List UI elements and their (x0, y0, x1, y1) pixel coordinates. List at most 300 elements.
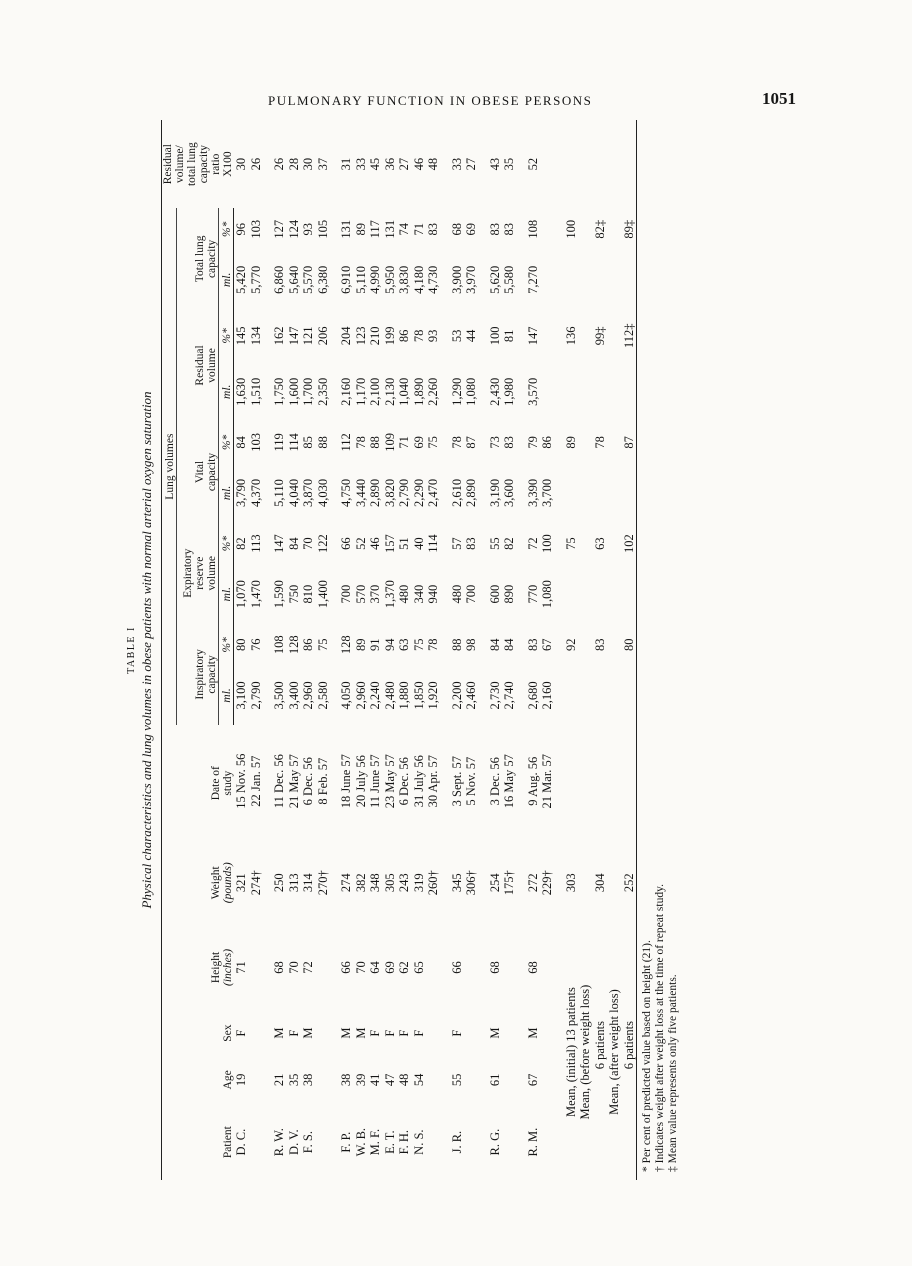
cell-erv-pct: 66 (339, 537, 353, 550)
cell-erv-pct: 83 (464, 537, 478, 550)
rv-pct-header: %* (219, 309, 234, 362)
cell-height: 68 (272, 961, 286, 974)
cell-vc-ml: 5,110 (272, 479, 286, 507)
mean-empty-cell (578, 725, 607, 841)
table-row (272, 120, 287, 1180)
table-row (426, 120, 441, 1180)
cell-weight: 382 (353, 873, 368, 893)
cell-ratio: 28 (286, 157, 301, 171)
col-sex (162, 1011, 235, 1056)
cell-age: 38 (301, 1073, 315, 1087)
group-spacer (330, 120, 339, 1180)
cell-ic-ml: 2,680 (525, 681, 540, 710)
cell-tlc-ml (540, 250, 555, 309)
cell-ic-ml: 2,200 (449, 681, 464, 710)
cell-ic-pct: 67 (540, 638, 554, 652)
table-row (339, 120, 354, 1180)
ic-pct-header: %* (219, 624, 234, 666)
cell-rv-pct: 100 (487, 326, 502, 346)
cell-sex (540, 1011, 555, 1056)
cell-erv-ml: 700 (339, 584, 353, 604)
cell-age (249, 1055, 264, 1104)
cell-weight: 254 (487, 873, 502, 893)
col-patient-label: Patient (222, 1126, 234, 1159)
cell-rv-ml (540, 362, 555, 421)
cell-age: 48 (397, 1073, 411, 1087)
table-row (412, 120, 427, 1180)
cell-erv-ml: 1,400 (315, 580, 330, 609)
cell-ic-ml: 2,730 (487, 681, 502, 710)
cell-tlc-pct: 105 (315, 219, 330, 239)
tlc-pct-header: %* (219, 208, 234, 250)
cell-vc-ml: 3,790 (234, 478, 248, 508)
cell-sex: M (353, 1027, 368, 1039)
cell-ratio: 30 (234, 157, 248, 171)
cell-height: 70 (353, 961, 368, 974)
cell-age (540, 1055, 555, 1104)
cell-erv-pct: 122 (315, 534, 330, 553)
cell-ratio: 31 (339, 157, 353, 171)
cell-height: 64 (368, 961, 382, 974)
cell-date: 21 May 57 (286, 754, 301, 809)
cell-ic-pct: 108 (272, 635, 286, 655)
cell-vc-ml: 2,890 (368, 478, 382, 508)
cell-tlc-pct: 108 (525, 219, 540, 239)
mean-erv-pct: 63 (592, 537, 607, 550)
group-tlc-label: Total lung (194, 235, 207, 283)
cell-age (426, 1055, 441, 1104)
col-ratio-label-5: ratio (210, 153, 222, 175)
cell-patient: D. V. (286, 1129, 301, 1155)
cell-date: 23 May 57 (382, 754, 397, 809)
cell-weight: 314 (301, 873, 315, 893)
cell-date: 16 May 57 (502, 754, 516, 809)
col-ratio-label-3: total lung (186, 142, 198, 187)
cell-ic-pct: 128 (286, 635, 301, 655)
cell-vc-pct: 88 (315, 436, 330, 449)
group-spacer (555, 120, 564, 1180)
cell-tlc-pct: 124 (286, 219, 301, 239)
cell-age: 38 (339, 1073, 353, 1087)
group-vital (176, 421, 218, 522)
cell-tlc-pct (540, 208, 555, 250)
mean-label-line-2: 6 patients (592, 1020, 607, 1070)
cell-ratio: 48 (426, 157, 440, 171)
cell-ic-ml: 2,480 (382, 681, 397, 710)
cell-tlc-ml: 4,990 (368, 265, 382, 294)
cell-tlc-pct: 96 (234, 223, 248, 236)
cell-weight: 175† (502, 870, 516, 896)
cell-date: 30 Apr. 57 (426, 754, 440, 808)
cell-rv-pct: 204 (339, 326, 353, 346)
footnote-2: † Indicates weight after weight loss at the time of repeat study. (654, 884, 666, 1172)
cell-tlc-pct: 83 (487, 223, 502, 236)
cell-patient: R. W. (272, 1128, 286, 1157)
cell-height (426, 924, 441, 1011)
cell-tlc-ml: 3,830 (397, 265, 411, 294)
cell-sex: F (397, 1029, 411, 1037)
cell-height (464, 924, 479, 1011)
cell-age: 39 (353, 1073, 368, 1087)
mean-erv-pct: 102 (621, 534, 636, 553)
erv-ml-header: ml. (219, 565, 234, 624)
cell-rv-pct: 134 (248, 326, 263, 346)
cell-ic-pct: 94 (382, 638, 397, 652)
mean-empty-cell (564, 250, 579, 309)
table-row (287, 120, 302, 1180)
cell-sex: F (411, 1029, 426, 1037)
cell-patient (464, 1104, 479, 1180)
cell-date: 21 Mar. 57 (540, 753, 554, 809)
group-spacer (479, 120, 488, 1180)
cell-erv-pct: 82 (234, 537, 248, 550)
mean-empty-cell (607, 362, 637, 421)
lung-volumes-group (162, 208, 177, 725)
cell-weight: 321 (234, 873, 248, 893)
cell-erv-ml: 700 (464, 584, 478, 604)
cell-vc-ml: 4,030 (315, 478, 330, 508)
cell-erv-pct: 147 (272, 534, 286, 553)
mean-label-line-1: Mean, (initial) 13 patients (563, 987, 578, 1118)
cell-erv-pct: 57 (449, 537, 464, 550)
cell-erv-ml: 770 (525, 584, 540, 604)
cell-erv-ml: 1,370 (382, 580, 397, 609)
group-tlc-label-2: capacity (206, 239, 219, 279)
cell-tlc-pct: 69 (464, 223, 478, 236)
cell-rv-pct: 147 (286, 326, 301, 346)
cell-erv-pct: 114 (426, 534, 440, 553)
cell-ic-pct: 84 (502, 638, 516, 652)
cell-ic-ml: 4,050 (339, 681, 353, 710)
cell-weight: 305 (382, 873, 397, 893)
mean-label (578, 924, 607, 1180)
cell-tlc-ml: 3,900 (449, 265, 464, 294)
cell-sex: F (368, 1029, 382, 1037)
cell-ic-ml: 2,460 (464, 681, 478, 710)
cell-vc-pct: 86 (540, 436, 554, 449)
cell-ic-pct: 128 (339, 635, 353, 655)
cell-patient: F. P. (339, 1131, 353, 1153)
mean-empty-cell (578, 120, 607, 208)
group-spacer-cell (263, 120, 272, 1180)
group-expiratory (176, 523, 218, 624)
cell-erv-ml: 810 (301, 584, 315, 604)
cell-date: 20 July 56 (353, 755, 368, 808)
cell-patient (502, 1104, 517, 1180)
cell-rv-pct: 121 (301, 326, 315, 346)
cell-age: 41 (368, 1073, 382, 1087)
table-row (354, 120, 369, 1180)
cell-rv-pct: 53 (449, 329, 464, 343)
cell-rv-pct: 81 (502, 329, 516, 343)
mean-row (607, 120, 637, 1180)
col-age (162, 1055, 235, 1104)
group-residual (176, 309, 218, 421)
cell-rv-ml: 1,080 (464, 377, 478, 406)
mean-row (578, 120, 607, 1180)
cell-vc-ml: 4,370 (248, 478, 263, 508)
cell-patient (316, 1104, 331, 1180)
cell-vc-ml: 2,470 (426, 478, 440, 508)
mean-label-line-1: Mean, (before weight loss) (578, 984, 592, 1120)
cell-vc-pct: 79 (525, 436, 540, 449)
cell-tlc-ml: 5,950 (382, 265, 397, 294)
cell-ic-pct: 78 (426, 638, 440, 652)
cell-rv-ml: 1,040 (397, 377, 411, 406)
group-tlc (176, 208, 218, 309)
cell-age (316, 1055, 331, 1104)
col-date (162, 725, 235, 841)
cell-tlc-pct: 71 (411, 223, 426, 236)
cell-age: 54 (411, 1073, 426, 1087)
cell-date: 9 Aug. 56 (525, 756, 540, 806)
cell-erv-ml: 340 (411, 584, 426, 604)
cell-ic-pct: 76 (248, 638, 263, 652)
group-spacer-cell (517, 120, 526, 1180)
cell-erv-pct: 55 (487, 537, 502, 550)
cell-rv-ml: 2,100 (368, 377, 382, 406)
cell-date: 3 Dec. 56 (487, 757, 502, 806)
cell-ic-pct: 84 (487, 638, 502, 652)
cell-ratio: 27 (464, 157, 478, 171)
cell-ic-ml: 2,580 (315, 681, 330, 710)
cell-vc-pct: 88 (368, 436, 382, 449)
cell-erv-ml: 480 (397, 584, 411, 604)
group-expiratory-label: Expiratory (182, 548, 195, 598)
cell-vc-pct: 75 (426, 436, 440, 449)
col-ratio-label-1: Residual (162, 144, 174, 185)
mean-empty-cell (564, 362, 579, 421)
running-head: PULMONARY FUNCTION IN OBESE PERSONS (268, 93, 593, 108)
cell-date: 8 Feb. 57 (315, 757, 330, 805)
cell-ratio: 26 (272, 157, 286, 171)
table-row (301, 120, 316, 1180)
cell-tlc-ml: 6,910 (339, 265, 353, 294)
cell-date: 18 June 57 (339, 754, 353, 809)
cell-height: 72 (301, 961, 315, 974)
cell-ic-ml: 2,160 (540, 681, 554, 710)
group-inspiratory (176, 624, 218, 725)
group-spacer-cell (555, 120, 564, 1180)
cell-ic-ml: 2,740 (502, 681, 516, 710)
mean-empty-cell (578, 463, 607, 522)
cell-date: 31 July 56 (411, 755, 426, 808)
cell-ic-pct: 80 (234, 638, 248, 652)
cell-erv-pct: 52 (353, 537, 368, 550)
table-row (249, 120, 264, 1180)
cell-date: 11 Dec. 56 (272, 754, 286, 809)
cell-vc-pct: 119 (272, 433, 286, 452)
cell-tlc-ml: 3,970 (464, 265, 478, 294)
cell-rv-pct: 147 (525, 326, 540, 346)
cell-tlc-ml: 5,580 (502, 265, 516, 294)
mean-label (564, 924, 579, 1180)
cell-erv-ml: 1,070 (234, 580, 248, 609)
rv-ml-header: ml. (219, 362, 234, 421)
cell-vc-ml: 2,790 (397, 478, 411, 508)
cell-ratio: 52 (525, 157, 540, 171)
table-row (234, 120, 249, 1180)
cell-patient: F. S. (301, 1131, 315, 1154)
mean-vc-pct: 87 (621, 436, 636, 449)
cell-age: 47 (382, 1073, 397, 1087)
cell-age: 67 (525, 1073, 540, 1087)
cell-ic-ml: 3,400 (286, 681, 301, 710)
cell-ic-pct: 83 (525, 638, 540, 652)
mean-empty-cell (607, 250, 637, 309)
cell-height: 69 (382, 961, 397, 974)
mean-empty-cell (607, 565, 637, 624)
table-label: TABLE I (126, 626, 137, 674)
cell-erv-pct: 157 (382, 534, 397, 553)
cell-vc-pct: 78 (449, 436, 464, 449)
cell-patient (540, 1104, 555, 1180)
cell-weight: 348 (368, 873, 382, 893)
cell-sex (502, 1011, 517, 1056)
mean-ic-pct: 83 (592, 638, 607, 652)
cell-tlc-pct: 131 (339, 219, 353, 239)
col-weight-unit: (pounds) (222, 862, 234, 904)
lung-volume-table (161, 120, 637, 1180)
cell-rv-ml: 2,130 (382, 377, 397, 406)
cell-rv-ml: 3,570 (525, 377, 540, 406)
cell-rv-ml: 1,290 (449, 377, 464, 406)
cell-vc-ml: 3,870 (301, 478, 315, 508)
cell-weight: 274 (339, 873, 353, 893)
mean-vc-pct: 89 (563, 436, 578, 449)
table-row (383, 120, 398, 1180)
footnotes (641, 120, 680, 1180)
cell-date: 11 June 57 (368, 754, 382, 809)
cell-rv-pct: 210 (368, 326, 382, 346)
cell-sex: M (339, 1027, 353, 1039)
cell-ratio (540, 120, 555, 208)
vc-pct-header: %* (219, 421, 234, 463)
cell-tlc-pct: 74 (397, 223, 411, 236)
cell-vc-pct: 109 (382, 433, 397, 452)
cell-vc-ml: 3,440 (353, 478, 368, 508)
cell-ratio: 45 (368, 157, 382, 171)
cell-vc-pct: 87 (464, 436, 478, 449)
cell-ic-ml: 1,850 (411, 681, 426, 710)
group-residual-label: Residual (194, 345, 207, 386)
cell-rv-ml: 1,600 (286, 377, 301, 406)
mean-empty-cell (607, 120, 637, 208)
cell-ic-pct: 91 (368, 638, 382, 652)
cell-weight: 243 (397, 873, 411, 893)
group-spacer-cell (479, 120, 488, 1180)
group-spacer (441, 120, 450, 1180)
cell-vc-pct: 103 (248, 433, 263, 452)
cell-ic-ml: 3,500 (272, 681, 286, 710)
col-age-label: Age (222, 1070, 234, 1090)
cell-ratio: 30 (301, 157, 315, 171)
cell-height (502, 924, 517, 1011)
col-height-label: Height (210, 951, 222, 984)
mean-rv-pct: 112‡ (621, 323, 636, 349)
cell-ic-pct: 89 (353, 638, 368, 652)
group-spacer-cell (441, 120, 450, 1180)
mean-ic-pct: 92 (563, 638, 578, 652)
cell-rv-ml: 1,630 (234, 377, 248, 406)
cell-ratio: 37 (315, 157, 330, 171)
cell-rv-pct: 86 (397, 329, 411, 343)
cell-erv-ml: 570 (353, 584, 368, 604)
cell-weight: 274† (248, 870, 263, 896)
cell-tlc-ml: 4,180 (411, 265, 426, 294)
cell-age: 55 (449, 1073, 464, 1087)
erv-pct-header: %* (219, 523, 234, 565)
mean-empty-cell (607, 725, 637, 841)
cell-patient (249, 1104, 264, 1180)
mean-label-line-1: Mean, (after weight loss) (607, 989, 621, 1115)
cell-erv-ml: 940 (426, 584, 440, 604)
tlc-ml-header: ml. (219, 250, 234, 309)
cell-date: 5 Nov. 57 (464, 756, 478, 806)
mean-vc-pct: 78 (592, 436, 607, 449)
cell-erv-pct: 46 (368, 537, 382, 550)
cell-ic-ml: 2,790 (248, 681, 263, 710)
cell-tlc-ml: 7,270 (525, 265, 540, 294)
table-row (316, 120, 331, 1180)
cell-patient: E. T. (382, 1130, 397, 1154)
cell-height: 68 (525, 961, 540, 974)
cell-sex: F (449, 1029, 464, 1037)
cell-vc-pct: 73 (487, 436, 502, 449)
mean-empty-cell (578, 250, 607, 309)
col-height (162, 924, 235, 1011)
cell-ratio: 26 (248, 157, 263, 171)
cell-erv-pct: 100 (540, 534, 554, 553)
col-ratio (162, 120, 235, 208)
cell-tlc-ml: 6,380 (315, 265, 330, 294)
cell-vc-pct: 112 (339, 433, 353, 452)
cell-patient: D. C. (234, 1128, 248, 1156)
cell-date: 3 Sept. 57 (449, 756, 464, 807)
table-title: Physical characteristics and lung volumes in obese patients with normal arterial oxygen saturation (139, 391, 154, 909)
cell-tlc-ml: 5,620 (487, 265, 502, 294)
cell-erv-pct: 82 (502, 537, 516, 550)
cell-tlc-pct: 83 (502, 223, 516, 236)
cell-height: 66 (449, 961, 464, 974)
table-row (526, 120, 541, 1180)
cell-rv-ml: 1,890 (411, 377, 426, 406)
cell-ic-pct: 88 (449, 638, 464, 652)
cell-weight: 229† (540, 870, 554, 896)
mean-row (564, 120, 579, 1180)
cell-patient: J. R. (449, 1130, 464, 1154)
mean-empty-cell (607, 666, 637, 725)
mean-tlc-pct: 82‡ (592, 219, 607, 239)
cell-weight: 306† (464, 870, 478, 896)
cell-patient: F. H. (397, 1129, 411, 1155)
table-row (368, 120, 383, 1180)
mean-empty-cell (564, 120, 579, 208)
cell-ratio: 35 (502, 157, 516, 171)
cell-ic-pct: 63 (397, 638, 411, 652)
cell-ratio: 46 (411, 157, 426, 171)
cell-erv-ml: 750 (286, 584, 301, 604)
cell-tlc-pct: 68 (449, 223, 464, 236)
mean-ic-pct: 80 (621, 638, 636, 652)
cell-patient (426, 1104, 441, 1180)
cell-ic-pct: 75 (411, 638, 426, 652)
cell-weight: 272 (525, 873, 540, 893)
cell-age: 21 (272, 1073, 286, 1087)
cell-height (316, 924, 331, 1011)
group-spacer-cell (330, 120, 339, 1180)
cell-rv-pct: 162 (272, 326, 286, 346)
